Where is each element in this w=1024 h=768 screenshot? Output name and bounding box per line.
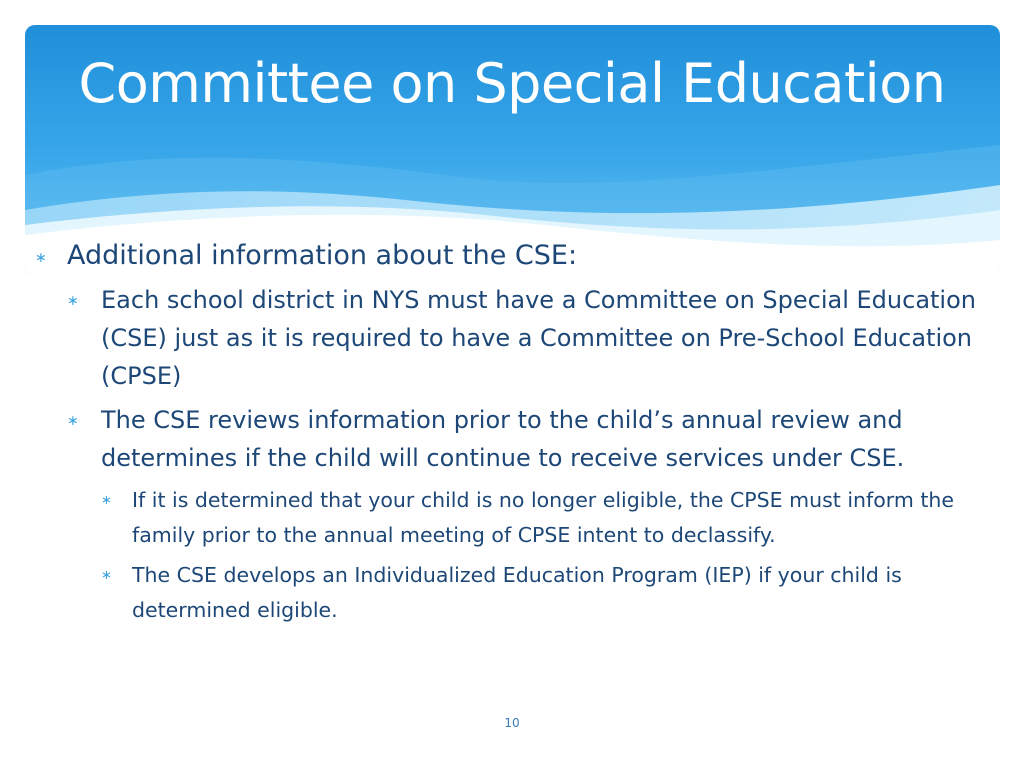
bullet-item-level3 [101,558,995,628]
bullet-text: The CSE develops an Individualized Education Program (IEP) if your child is determined eligible. [132,563,902,622]
bullet-item-level2 [67,401,995,477]
bullet-text: If it is determined that your child is no longer eligible, the CPSE must inform the family prior to the annual meeting of CPSE intent to declassify. [132,488,954,547]
asterisk-bullet-icon: ∗ [101,493,112,508]
bullet-list [35,237,995,633]
bullet-text: Additional information about the CSE: [67,240,578,271]
page-number: 10 [504,716,520,730]
slide-title: Committee on Special Education [78,52,946,115]
asterisk-bullet-icon: ∗ [101,568,112,583]
asterisk-bullet-icon: ∗ [35,250,47,266]
bullet-item-level3 [101,483,995,553]
asterisk-bullet-icon: ∗ [67,293,79,309]
bullet-text: Each school district in NYS must have a Committee on Special Education (CSE) just as it is required to have a Committee on Pre-School Education (CPSE) [101,286,976,390]
bullet-item-level2 [67,281,995,395]
bullet-item-level1 [35,237,995,275]
bullet-text: The CSE reviews information prior to the child’s annual review and determines if the child will continue to receive services under CSE. [101,406,905,472]
asterisk-bullet-icon: ∗ [67,413,79,429]
